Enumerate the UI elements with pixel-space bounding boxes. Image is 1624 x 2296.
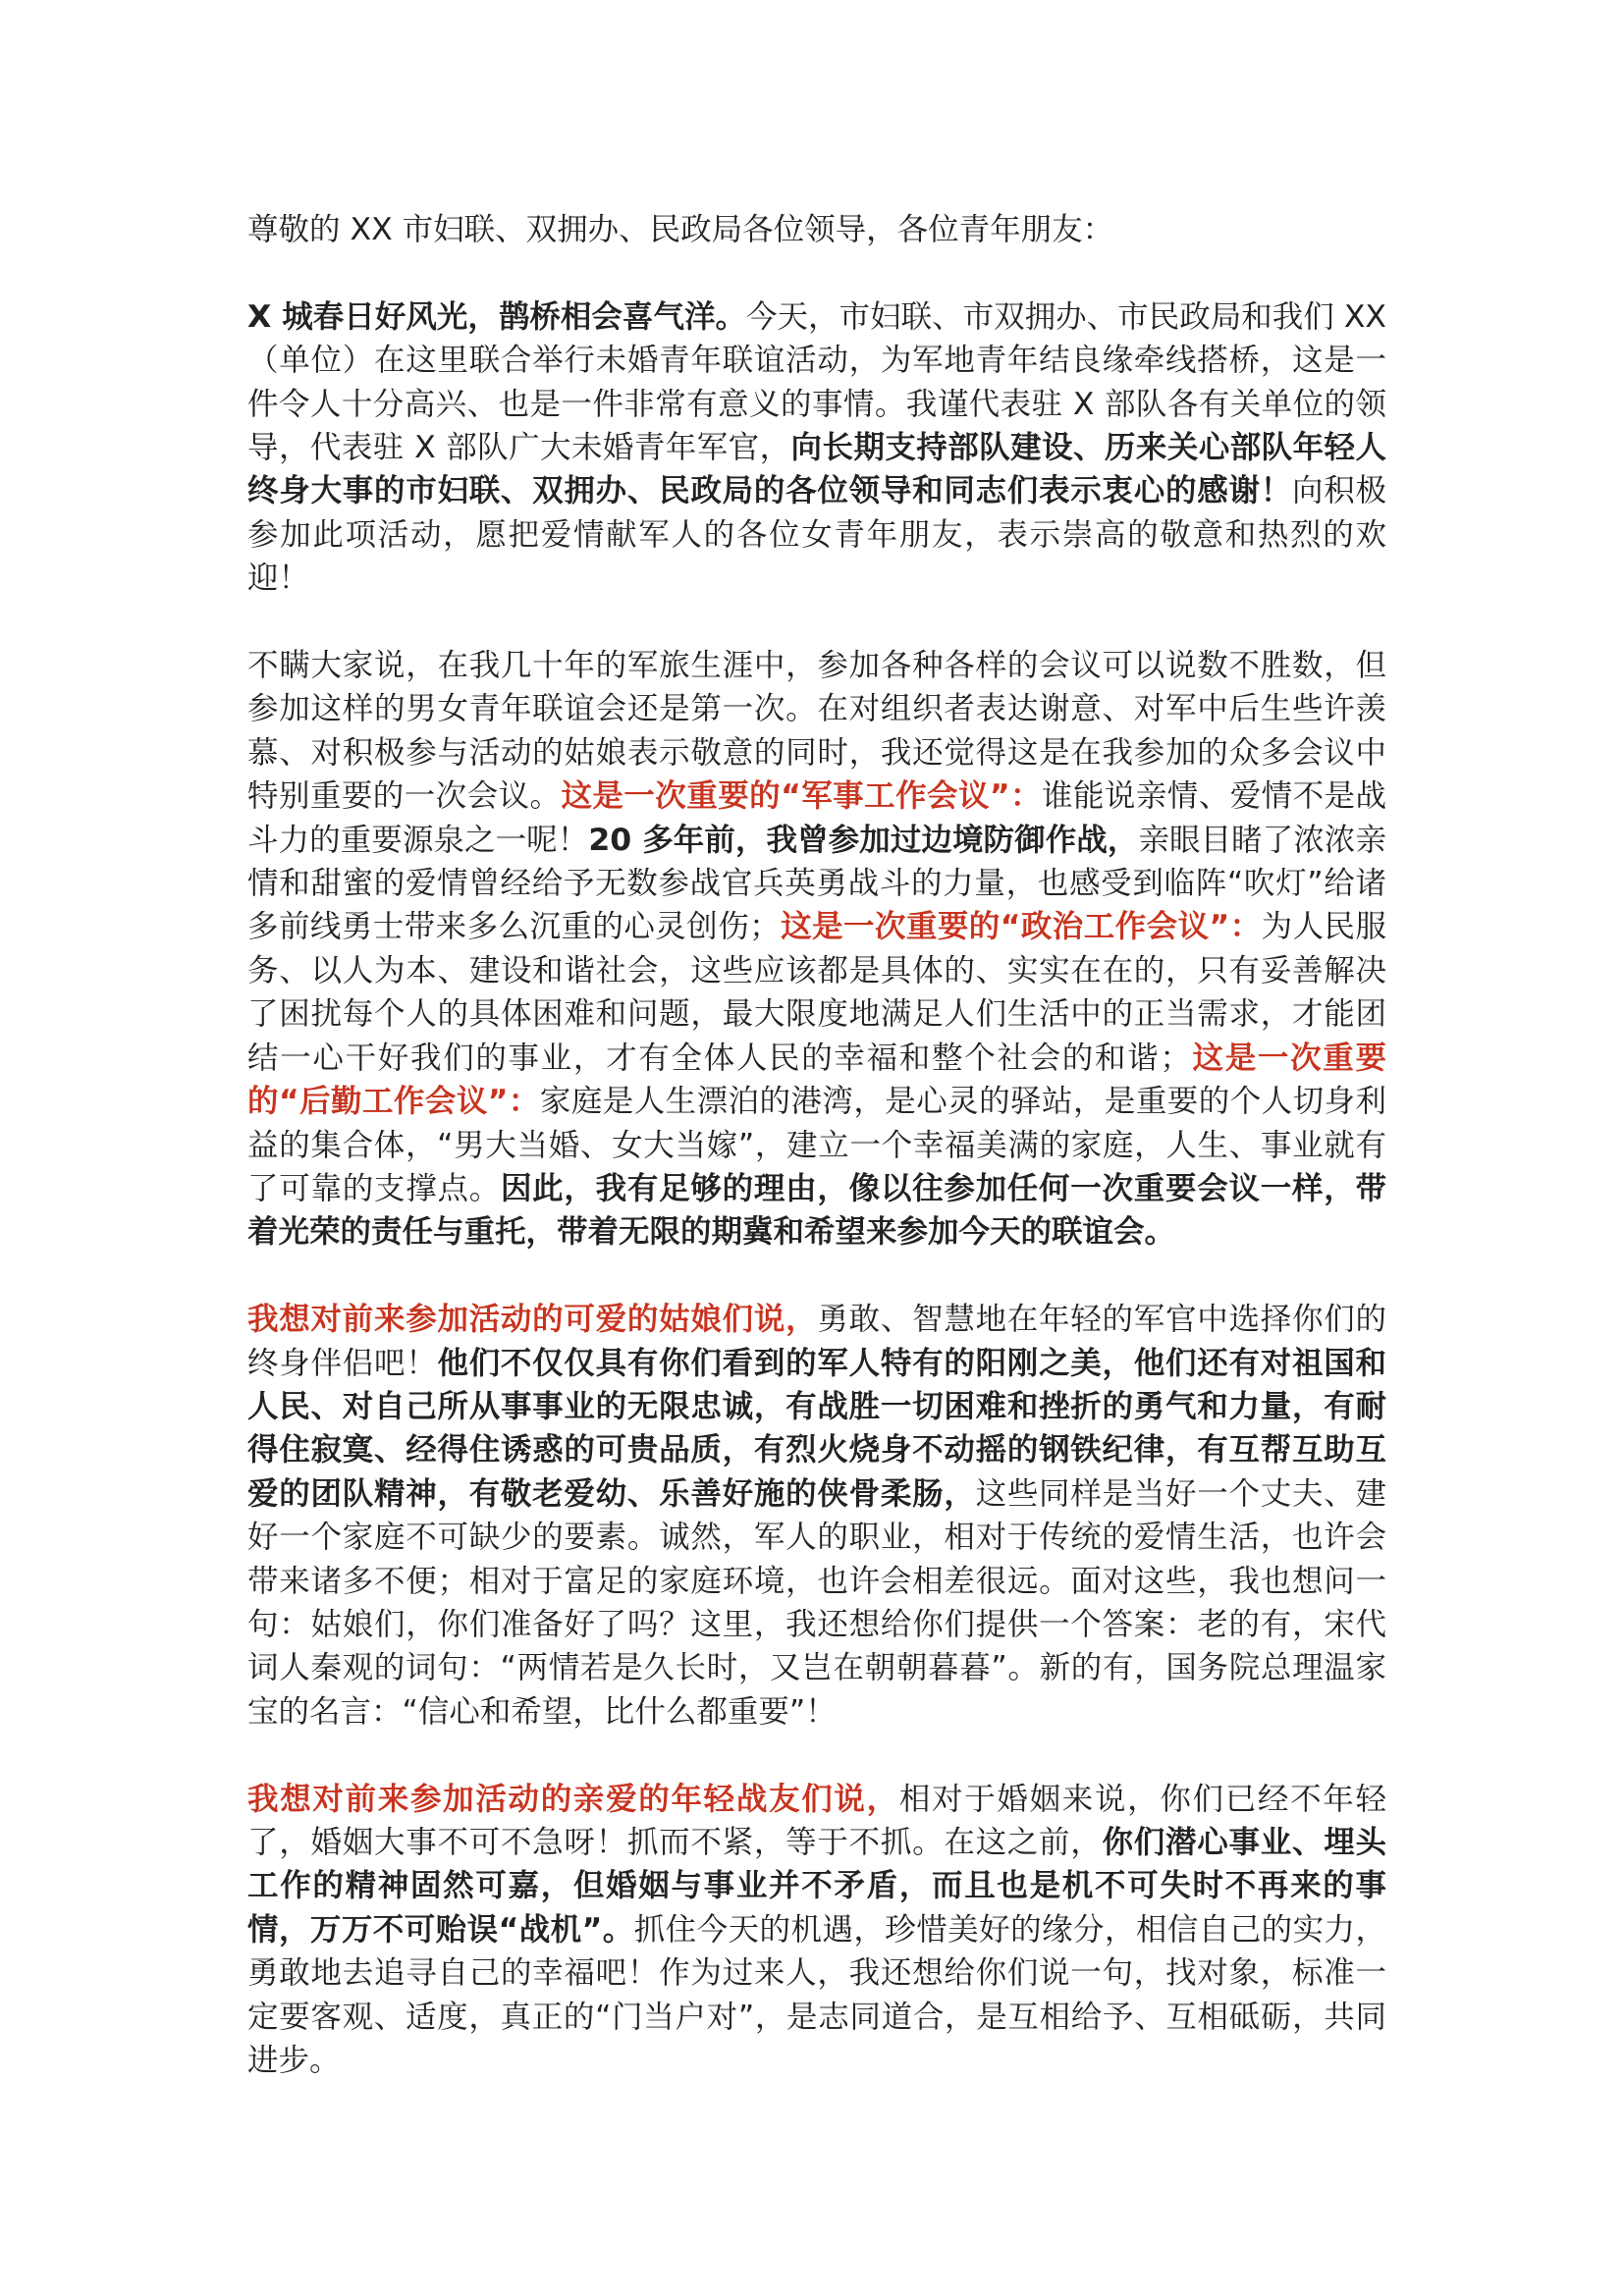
- meeting-military-heading: 这是一次重要的“军事工作会议”：: [561, 778, 1043, 815]
- comrades-bold: 你们潜心事业、埋头工作的精神固然可嘉，但婚姻与事业并不矛盾，而且也是机不可失时不再来的事情，万万不可贻误“战机”。: [247, 1824, 1386, 1948]
- meeting-war-experience: 20 多年前，我曾参加过边境防御作战，: [588, 822, 1139, 858]
- girls-text: 这些同样是当好一个丈夫、建好一个家庭不可缺少的要素。诚然，军人的职业，相对于传统的爱情生活，也许会带来诸多不便；相对于富足的家庭环境，也许会相差很远。面对这些，我也想问一句：姑娘们，你们准备好了吗？这里，我还想给你们提供一个答案：老的有，宋代词人秦观的词句：“两情若是久长时，又岂在朝朝暮暮”。新的有，国务院总理温家宝的名言：“信心和希望，比什么都重要”！: [247, 1475, 1386, 1730]
- meeting-political-text: 为人民服务、以人为本、建设和谐社会，这些应该都是具体的、实实在在的，只有妥善解决了困扰每个人的具体困难和问题，最大限度地满足人们生活中的正当需求，才能团结一心干好我们的事业，才有全体人民的幸福和整个社会的和谐；: [247, 909, 1386, 1076]
- meeting-logistics-heading: 这是一次重要的“后勤工作会议”：: [247, 1040, 1386, 1120]
- document-page: [247, 208, 1386, 2082]
- meeting-war-text: 亲眼目睹了浓浓亲情和甜蜜的爱情曾经给予无数参战官兵英勇战斗的力量，也感受到临阵“吹灯”给诸多前线勇士带来多么沉重的心灵创伤；: [247, 822, 1386, 945]
- comrades-intro: 相对于婚姻来说，你们已经不年轻了，婚姻大事不可不急呀！抓而不紧，等于不抓。在这之前，: [247, 1781, 1386, 1860]
- comrades-heading: 我想对前来参加活动的亲爱的年轻战友们说，: [247, 1781, 899, 1817]
- salutation: 尊敬的 XX 市妇联、双拥办、民政局各位领导，各位青年朋友：: [247, 212, 1114, 247]
- opening-thanks: 向长期支持部队建设、历来关心部队年轻人终身大事的市妇联、双拥办、民政局的各位领导和同志们表示衷心的感谢！: [247, 430, 1386, 509]
- girls-heading: 我想对前来参加活动的可爱的姑娘们说，: [247, 1302, 818, 1338]
- meeting-military-text: 谁能说亲情、爱情不是战斗力的重要源泉之一呢！: [247, 778, 1386, 858]
- paragraph-comrades: [247, 1778, 1386, 2083]
- meeting-conclusion: 因此，我有足够的理由，像以往参加任何一次重要会议一样，带着光荣的责任与重托，带着无限的期冀和希望来参加今天的联谊会。: [247, 1170, 1386, 1251]
- girls-intro: 勇敢、智慧地在年轻的军官中选择你们的终身伴侣吧！: [247, 1302, 1386, 1381]
- meeting-logistics-text: 家庭是人生漂泊的港湾，是心灵的驿站，是重要的个人切身利益的集合体，“男大当婚、女大当嫁”，建立一个幸福美满的家庭，人生、事业就有了可靠的支撑点。: [247, 1084, 1386, 1206]
- paragraph-meeting: [247, 644, 1386, 1255]
- girls-qualities: 他们不仅仅具有你们看到的军人特有的阳刚之美，他们还有对祖国和人民、对自己所从事事业的无限忠诚，有战胜一切困难和挫折的勇气和力量，有耐得住寂寞、经得住诱惑的可贵品质，有烈火烧身不动摇的钢铁纪律，有互帮互助互爱的团队精神，有敬老爱幼、乐善好施的侠骨柔肠，: [247, 1345, 1386, 1512]
- opening-headline: X 城春日好风光，鹊桥相会喜气洋。: [247, 298, 746, 335]
- meeting-political-heading: 这是一次重要的“政治工作会议”：: [780, 909, 1262, 945]
- opening-text: 今天，市妇联、市双拥办、市民政局和我们 XX（单位）在这里联合举行未婚青年联谊活动，为军地青年结良缘牵线搭桥，这是一件令人十分高兴、也是一件非常有意义的事情。我谨代表驻 X 部队各有关单位的领导，代表驻 X 部队广大未婚青年军官，: [247, 298, 1386, 466]
- meeting-intro: 不瞒大家说，在我几十年的军旅生涯中，参加各种各样的会议可以说数不胜数，但参加这样的男女青年联谊会还是第一次。在对组织者表达谢意、对军中后生些许羡慕、对积极参与活动的姑娘表示敬意的同时，我还觉得这是在我参加的众多会议中特别重要的一次会议。: [247, 648, 1386, 815]
- opening-welcome: 向积极参加此项活动，愿把爱情献军人的各位女青年朋友，表示崇高的敬意和热烈的欢迎！: [247, 473, 1386, 597]
- paragraph-opening: [247, 295, 1386, 601]
- comrades-text: 抓住今天的机遇，珍惜美好的缘分，相信自己的实力，勇敢地去追寻自己的幸福吧！作为过来人，我还想给你们说一句，找对象，标准一定要客观、适度，真正的“门当户对”，是志同道合，是互相给予、互相砥砺，共同进步。: [247, 1911, 1386, 2078]
- paragraph-girls: [247, 1298, 1386, 1734]
